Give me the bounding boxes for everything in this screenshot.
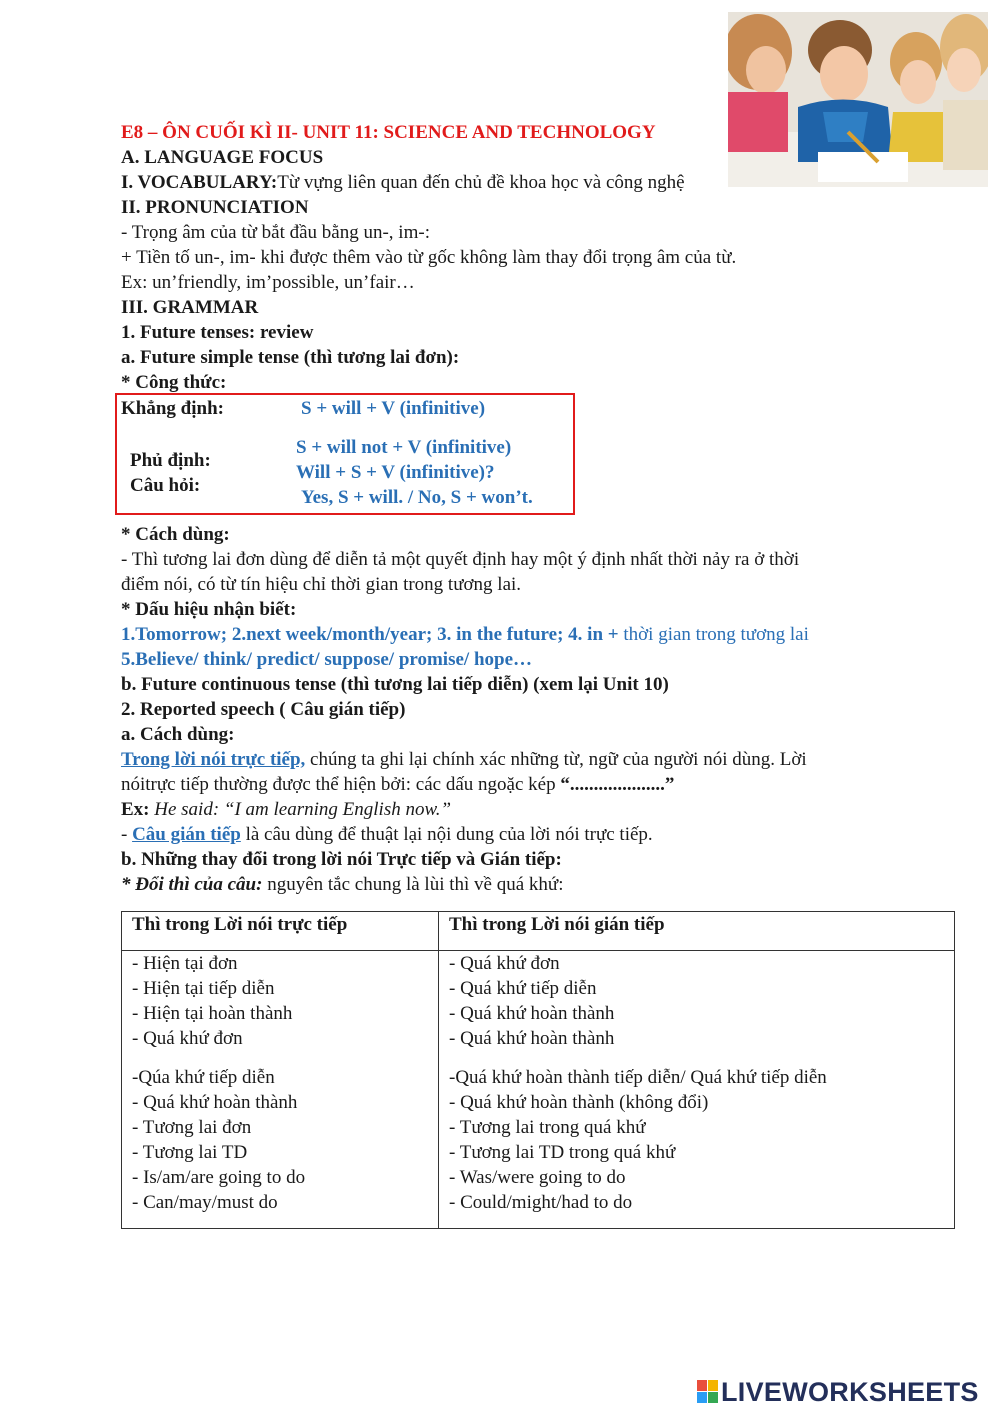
tense-change-table bbox=[121, 911, 955, 1229]
liveworksheets-logo[interactable] bbox=[697, 1378, 997, 1408]
example-label: Ex: bbox=[121, 799, 150, 820]
tense-rule-text: nguyên tắc chung là lùi thì về quá khứ: bbox=[262, 874, 564, 895]
future-continuous-heading: b. Future continuous tense (thì tương lai tiếp diễn) (xem lại Unit 10) bbox=[121, 674, 669, 695]
list-item: -Qúa khứ tiếp diễn bbox=[132, 1067, 275, 1088]
tense-rule-label: * Đổi thì của câu: bbox=[121, 874, 263, 895]
list-item: - Can/may/must do bbox=[132, 1192, 278, 1213]
formula-label: * Công thức: bbox=[121, 372, 227, 393]
direct-speech-link[interactable]: Trong lời nói trực tiếp, bbox=[121, 749, 306, 770]
pronunciation-example: Ex: un’friendly, im’possible, un’fair… bbox=[121, 272, 415, 293]
reported-example bbox=[121, 797, 451, 822]
formula-box bbox=[115, 393, 575, 515]
example-text: He said: “I am learning English now.” bbox=[149, 799, 452, 820]
signals-line-2: 5.Believe/ think/ predict/ suppose/ promise/ hope… bbox=[121, 649, 533, 670]
list-item: - Hiện tại tiếp diễn bbox=[132, 978, 275, 999]
signals-line-1-bold: 1.Tomorrow; 2.next week/month/year; 3. in the future; 4. in + bbox=[121, 624, 624, 645]
future-simple-heading: a. Future simple tense (thì tương lai đơn): bbox=[121, 347, 460, 368]
signals-line-1-normal: thời gian trong tương lai bbox=[623, 624, 809, 645]
reported-usage-label: a. Cách dùng: bbox=[121, 724, 235, 745]
negative-label: Phủ định: bbox=[130, 450, 211, 471]
changes-heading: b. Những thay đổi trong lời nói Trực tiếp và Gián tiếp: bbox=[121, 849, 562, 870]
tense-rule-line bbox=[121, 872, 563, 897]
list-item: - Tương lai trong quá khứ bbox=[449, 1117, 646, 1138]
list-item: - Is/am/are going to do bbox=[132, 1167, 306, 1188]
indirect-speech-link[interactable]: Câu gián tiếp bbox=[132, 824, 241, 845]
list-item: - Quá khứ hoàn thành bbox=[449, 1028, 615, 1049]
list-item: - Quá khứ đơn bbox=[132, 1028, 243, 1049]
list-item: - Quá khứ tiếp diễn bbox=[449, 978, 597, 999]
liveworksheets-logo-icon bbox=[697, 1380, 719, 1404]
section-pronunciation: II. PRONUNCIATION bbox=[121, 197, 309, 218]
children-studying-photo bbox=[728, 12, 988, 187]
list-item: - Could/might/had to do bbox=[449, 1192, 633, 1213]
list-item: - Tương lai TD trong quá khứ bbox=[449, 1142, 676, 1163]
table-row bbox=[122, 951, 955, 1229]
indirect-speech-line bbox=[121, 822, 653, 847]
list-item: - Tương lai TD bbox=[132, 1142, 248, 1163]
list-item: -Quá khứ hoàn thành tiếp diễn/ Quá khứ tiếp diễn bbox=[449, 1067, 827, 1088]
question-formula: Will + S + V (infinitive)? bbox=[296, 462, 495, 483]
list-item: - Quá khứ hoàn thành bbox=[449, 1003, 615, 1024]
negative-formula: S + will not + V (infinitive) bbox=[296, 437, 512, 458]
list-item: - Hiện tại hoàn thành bbox=[132, 1003, 293, 1024]
list-item: - Quá khứ hoàn thành bbox=[132, 1092, 298, 1113]
direct-speech-quote: “....................” bbox=[560, 774, 675, 795]
list-item: - Quá khứ đơn bbox=[449, 953, 560, 974]
vocabulary-line bbox=[121, 170, 685, 195]
signals-line-1 bbox=[121, 622, 809, 647]
question-label: Câu hỏi: bbox=[130, 475, 201, 496]
direct-speech-line-2 bbox=[121, 772, 674, 797]
table-header-row bbox=[122, 912, 955, 951]
list-item: - Tương lai đơn bbox=[132, 1117, 252, 1138]
indirect-dash: - bbox=[121, 824, 133, 845]
indirect-speech-text: là câu dùng để thuật lại nội dung của lời nói trực tiếp. bbox=[240, 824, 653, 845]
list-item: - Hiện tại đơn bbox=[132, 953, 238, 974]
direct-speech-text-2: nóitrực tiếp thường được thể hiện bởi: các dấu ngoặc kép bbox=[121, 774, 561, 795]
direct-tenses-cell bbox=[122, 951, 439, 1229]
table-header-indirect: Thì trong Lời nói gián tiếp bbox=[439, 912, 955, 951]
usage-label: * Cách dùng: bbox=[121, 524, 230, 545]
table-header-direct: Thì trong Lời nói trực tiếp bbox=[122, 912, 439, 951]
reported-speech-heading: 2. Reported speech ( Câu gián tiếp) bbox=[121, 699, 406, 720]
list-item: - Was/were going to do bbox=[449, 1167, 626, 1188]
answer-formula: Yes, S + will. / No, S + won’t. bbox=[301, 487, 533, 508]
indirect-tenses-cell bbox=[439, 951, 955, 1229]
affirmative-label: Khẳng định: bbox=[121, 398, 224, 419]
direct-speech-line-1 bbox=[121, 747, 807, 772]
pronunciation-line-2: + Tiền tố un-, im- khi được thêm vào từ gốc không làm thay đổi trọng âm của từ. bbox=[121, 247, 737, 268]
affirmative-formula: S + will + V (infinitive) bbox=[301, 398, 486, 419]
direct-speech-text: chúng ta ghi lại chính xác những từ, ngữ của người nói dùng. Lời bbox=[305, 749, 807, 770]
pronunciation-line-1: - Trọng âm của từ bắt đầu bằng un-, im-: bbox=[121, 222, 430, 243]
usage-line-2: điểm nói, có từ tín hiệu chỉ thời gian trong tương lai. bbox=[121, 574, 522, 595]
usage-line-1: - Thì tương lai đơn dùng để diễn tả một quyết định hay một ý định nhất thời nảy ra ở thời bbox=[121, 549, 800, 570]
section-grammar: III. GRAMMAR bbox=[121, 297, 259, 318]
vocabulary-text: Từ vựng liên quan đến chủ đề khoa học và công nghệ bbox=[277, 172, 685, 193]
page-title: E8 – ÔN CUỐI KÌ II- UNIT 11: SCIENCE AND TECHNOLOGY bbox=[121, 122, 656, 143]
section-language-focus: A. LANGUAGE FOCUS bbox=[121, 147, 324, 168]
future-tenses-heading: 1. Future tenses: review bbox=[121, 322, 314, 343]
vocabulary-label: I. VOCABULARY: bbox=[121, 172, 278, 193]
logo-text: LIVEWORKSHEETS bbox=[721, 1377, 979, 1407]
list-item: - Quá khứ hoàn thành (không đổi) bbox=[449, 1092, 709, 1113]
signals-label: * Dấu hiệu nhận biết: bbox=[121, 599, 297, 620]
